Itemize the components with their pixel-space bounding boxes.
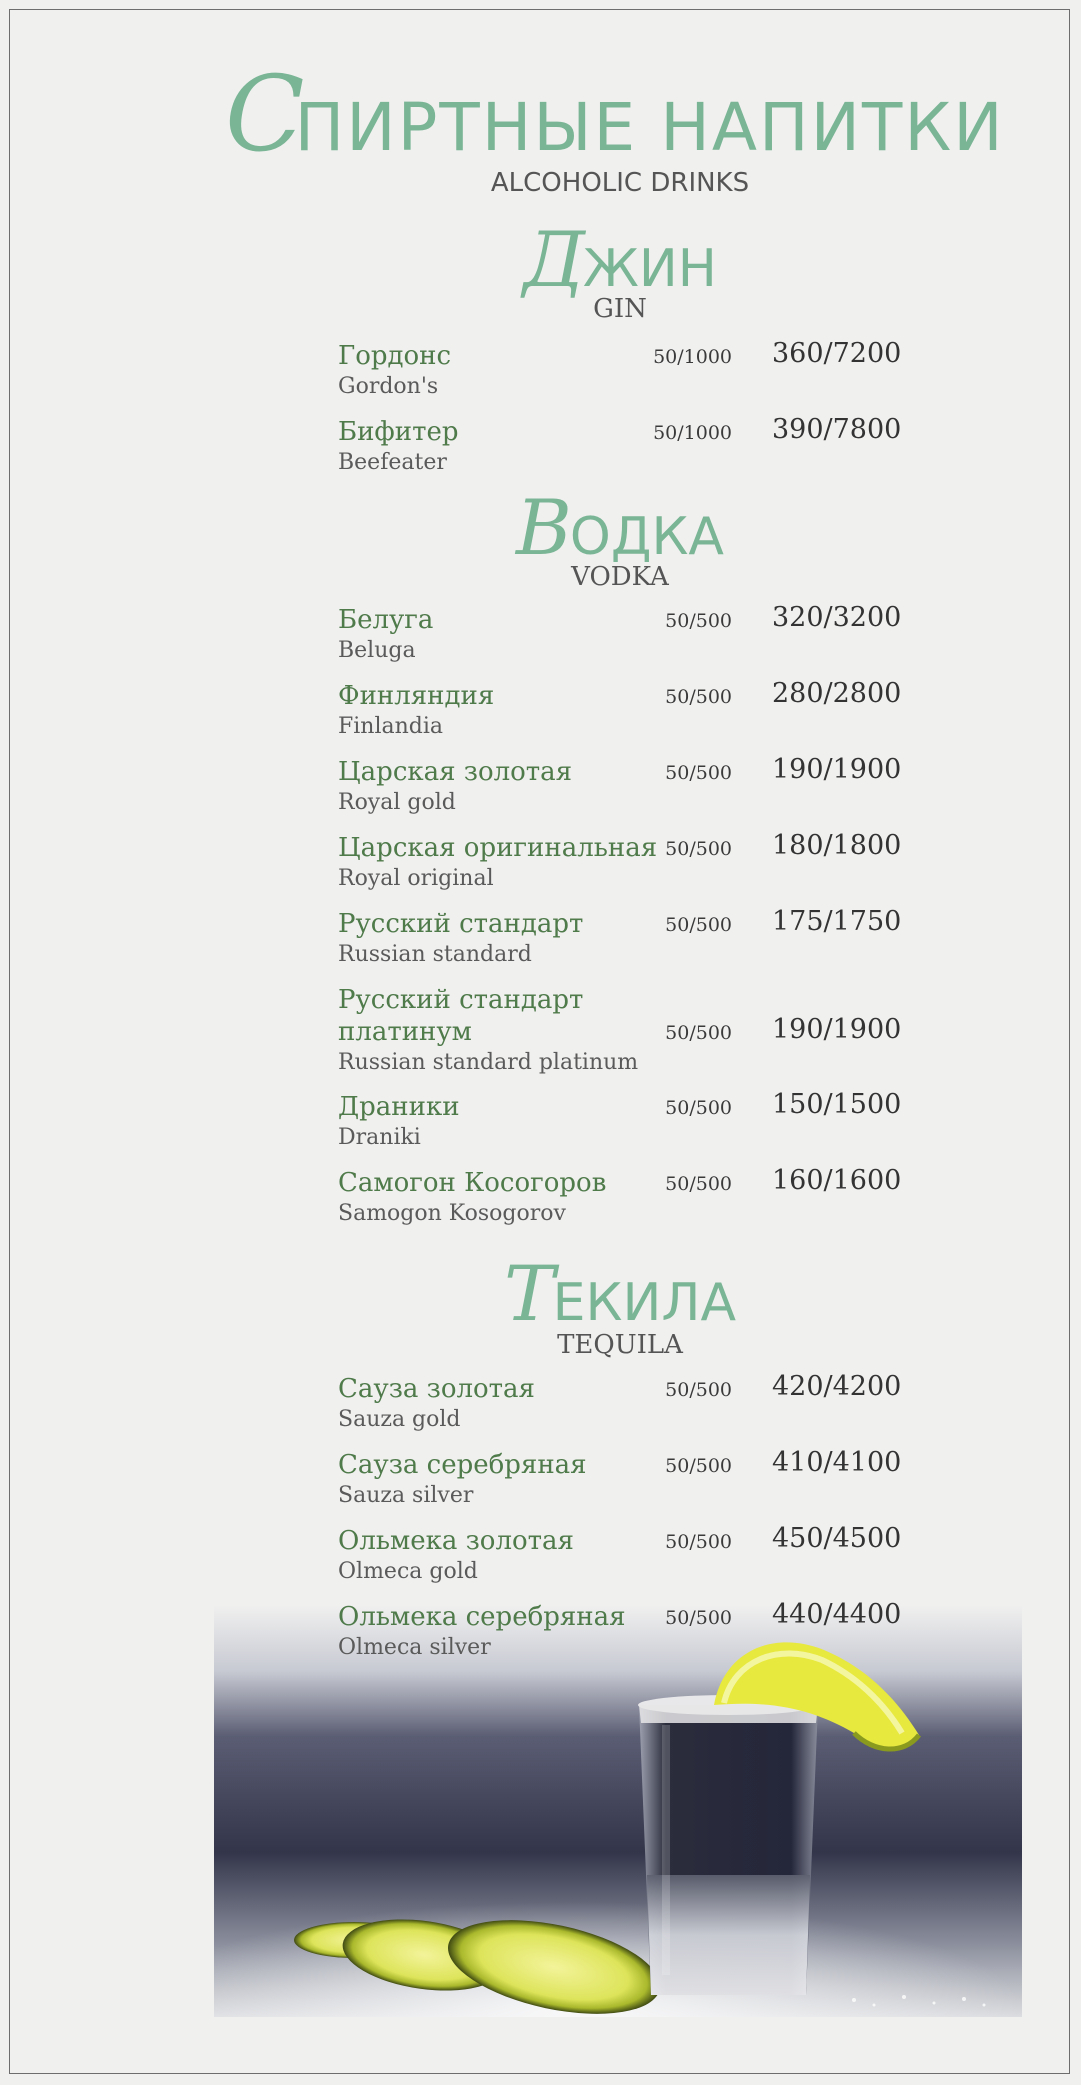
section-title-initial: Т [503, 1249, 553, 1338]
item-name-en: Russian standard platinum [338, 1050, 639, 1075]
item-name-ru: Ольмека серебряная [338, 1602, 626, 1632]
item-volume: 50/1000 [653, 346, 732, 368]
item-name-en: Olmeca silver [338, 1635, 491, 1660]
menu-item [338, 832, 938, 894]
menu-item [338, 680, 938, 742]
item-price: 440/4400 [772, 1599, 902, 1630]
item-name-ru: Финляндия [338, 681, 495, 711]
item-price: 420/4200 [772, 1371, 902, 1402]
shot-glass-icon [638, 1695, 818, 1995]
item-price: 280/2800 [772, 678, 902, 709]
item-name-en: Royal original [338, 866, 494, 891]
item-name-en: Royal gold [338, 790, 456, 815]
item-volume: 50/1000 [653, 422, 732, 444]
item-volume: 50/500 [665, 610, 732, 632]
item-name-en: Gordon's [338, 374, 439, 399]
item-volume: 50/500 [665, 1173, 732, 1195]
item-price: 175/1750 [772, 906, 902, 937]
item-name-ru: Драники [338, 1092, 460, 1122]
section-title-gin [300, 215, 940, 304]
item-name-ru: Сауза золотая [338, 1374, 535, 1404]
menu-item [338, 416, 938, 478]
item-volume: 50/500 [665, 1607, 732, 1629]
item-price: 180/1800 [772, 830, 902, 861]
item-name-ru: Сауза серебряная [338, 1450, 587, 1480]
menu-item [338, 984, 938, 1078]
item-name-en: Beefeater [338, 450, 447, 475]
item-name-ru: Царская золотая [338, 757, 573, 787]
item-price: 190/1900 [772, 1014, 902, 1045]
menu-item [338, 1167, 938, 1229]
page-title-initial: С [225, 53, 301, 175]
section-title-initial: Д [523, 215, 583, 304]
item-price: 160/1600 [772, 1165, 902, 1196]
item-name-en: Russian standard [338, 942, 532, 967]
item-name-en: Beluga [338, 638, 416, 663]
item-name-en: Olmeca gold [338, 1559, 478, 1584]
menu-item [338, 604, 938, 666]
item-price: 320/3200 [772, 602, 902, 633]
item-volume: 50/500 [665, 1455, 732, 1477]
section-title-tequila [300, 1249, 940, 1338]
item-volume: 50/500 [665, 914, 732, 936]
item-name-en: Draniki [338, 1125, 421, 1150]
section-subtitle-gin: GIN [593, 294, 647, 324]
item-volume: 50/500 [665, 686, 732, 708]
item-price: 390/7800 [772, 414, 902, 445]
item-name-ru: Белуга [338, 605, 434, 635]
item-name-ru: Бифитер [338, 417, 459, 447]
item-name-ru: Русский стандарт платинум [338, 985, 584, 1047]
menu-item [338, 1449, 938, 1511]
item-name-en: Samogon Kosogorov [338, 1201, 566, 1226]
item-name-en: Sauza gold [338, 1407, 461, 1432]
section-title-vodka [300, 483, 940, 572]
item-price: 360/7200 [772, 338, 902, 369]
item-price: 190/1900 [772, 754, 902, 785]
section-title-rest: ЖИН [582, 239, 717, 299]
item-volume: 50/500 [665, 762, 732, 784]
tequila-shot-illustration [214, 1605, 1022, 2017]
page-title [225, 53, 1025, 175]
item-price: 150/1500 [772, 1089, 902, 1120]
item-volume: 50/500 [665, 1022, 732, 1044]
item-name-ru: Царская оригинальная [338, 833, 658, 863]
item-volume: 50/500 [665, 1379, 732, 1401]
section-title-initial: В [516, 483, 570, 572]
item-price: 450/4500 [772, 1523, 902, 1554]
item-price: 410/4100 [772, 1447, 902, 1478]
menu-item [338, 1373, 938, 1435]
item-name-ru: Гордонс [338, 341, 452, 371]
section-title-rest: ЕКИЛА [552, 1273, 737, 1333]
menu-item [338, 1091, 938, 1153]
item-name-ru: Самогон Косогоров [338, 1168, 607, 1198]
item-name-ru: Русский стандарт [338, 909, 584, 939]
section-title-rest: ОДКА [569, 507, 724, 567]
item-name-en: Finlandia [338, 714, 444, 739]
item-name-en: Sauza silver [338, 1483, 474, 1508]
section-subtitle-tequila: TEQUILA [557, 1330, 683, 1360]
menu-item [338, 908, 938, 970]
item-volume: 50/500 [665, 838, 732, 860]
menu-item [338, 756, 938, 818]
section-subtitle-vodka: VODKA [571, 562, 669, 592]
item-volume: 50/500 [665, 1531, 732, 1553]
page-title-rest: ПИРТНЫЕ НАПИТКИ [294, 89, 1005, 166]
tequila-shot-photo [214, 1605, 1022, 2017]
menu-item [338, 1525, 938, 1587]
menu-item [338, 340, 938, 402]
item-name-ru: Ольмека золотая [338, 1526, 574, 1556]
item-volume: 50/500 [665, 1097, 732, 1119]
menu-item [338, 1601, 938, 1663]
page-subtitle: ALCOHOLIC DRINKS [490, 168, 750, 198]
